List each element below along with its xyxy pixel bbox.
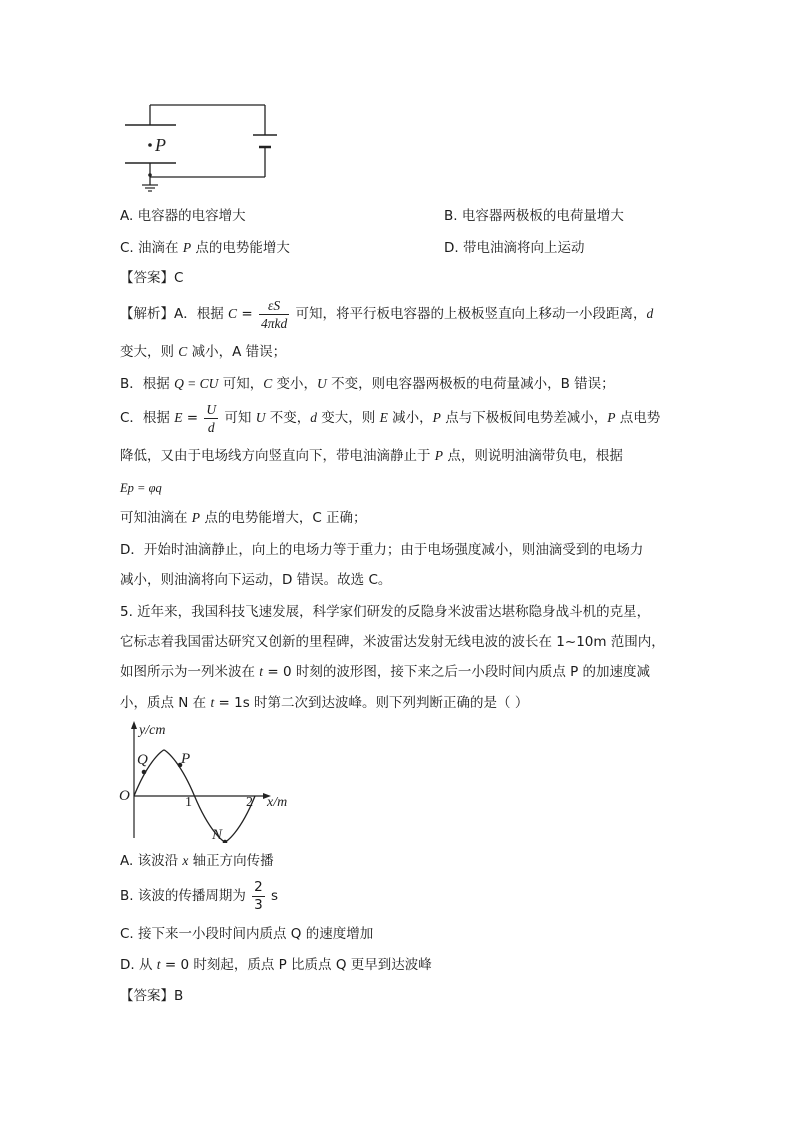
q4-analysis-line-2: 变大，则 C 减小，A 错误； — [120, 344, 287, 360]
q5-text-line-3: 如图所示为一列米波在 t = 0 时刻的波形图，接下来之后一小段时间内质点 P 的加速度减 — [120, 664, 651, 680]
q5-option-b: B. 该波的传播周期为 $\frac{2}{3}$ s — [120, 878, 279, 913]
q4-option-a: A. 电容器的电容增大 — [120, 208, 246, 224]
graph-origin-label: O — [119, 788, 130, 804]
q4-option-c: C. 油滴在 P 点的电势能增大 — [120, 240, 290, 256]
q4-analysis-line-7: 可知油滴在 P 点的电势能增大，C 正确； — [120, 510, 367, 526]
graph-y-label: y/cm — [139, 723, 166, 738]
q4-analysis-line-5: 降低，又由于电场线方向竖直向下，带电油滴静止于 P 点，则说明油滴带负电，根据 — [120, 448, 623, 464]
graph-x-label: x/m — [267, 795, 288, 810]
q4-analysis-line-9: 减小，则油滴将向下运动，D 错误。故选 C。 — [120, 572, 392, 588]
q4-option-b: B. 电容器两极板的电荷量增大 — [444, 208, 624, 224]
q5-text-line-1: 5. 近年来，我国科技飞速发展，科学家们研发的反隐身米波雷达堪称隐身战斗机的克星， — [120, 604, 651, 620]
q4-option-d: D. 带电油滴将向上运动 — [444, 240, 585, 256]
q4-analysis-line-8: D．开始时油滴静止，向上的电场力等于重力；由于电场强度减小，则油滴受到的电场力 — [120, 542, 644, 558]
graph-point-n: N — [212, 827, 223, 843]
capacitor-circuit-diagram — [110, 95, 280, 195]
q4-answer: 【答案】C — [120, 270, 184, 286]
q4-analysis-line-1: 【解析】A．根据 C = $\frac{\varepsilon S}{\text{4πkd}}$ 可知，将平行板电容器的上极板竖直向上移动一小段距离，d — [120, 297, 654, 331]
q4-analysis-line-4: C．根据 E = $\frac{U}{d}$ 可知 U 不变，d 变大，则 E 减小，P 点与下极板间电势差减小，P 点电势 — [120, 401, 661, 435]
q5-answer: 【答案】B — [120, 988, 184, 1004]
circuit-point-label: P — [155, 135, 166, 155]
graph-tick-1: 1 — [185, 795, 192, 810]
q5-option-d: D. 从 t = 0 时刻起，质点 P 比质点 Q 更早到达波峰 — [120, 957, 432, 973]
graph-point-p: P — [181, 751, 191, 767]
q5-text-line-4: 小，质点 N 在 t = 1s 时第二次到达波峰。则下列判断正确的是（ ） — [120, 695, 529, 711]
q5-text-line-2: 它标志着我国雷达研究又创新的里程碑，米波雷达发射无线电波的波长在 1~10m 范围内， — [120, 634, 665, 650]
graph-tick-2: 2 — [246, 795, 253, 810]
q5-option-a: A. 该波沿 x 轴正方向传播 — [120, 853, 274, 869]
graph-point-q: Q — [137, 752, 148, 768]
q4-analysis-line-3: B．根据 Q = CU 可知，C 变小，U 不变，则电容器两极板的电荷量减小，B 错误； — [120, 376, 615, 392]
wave-graph — [115, 718, 300, 843]
q5-option-c: C. 接下来一小段时间内质点 Q 的速度增加 — [120, 926, 374, 942]
q4-analysis-formula: Ep = φq — [120, 481, 162, 495]
